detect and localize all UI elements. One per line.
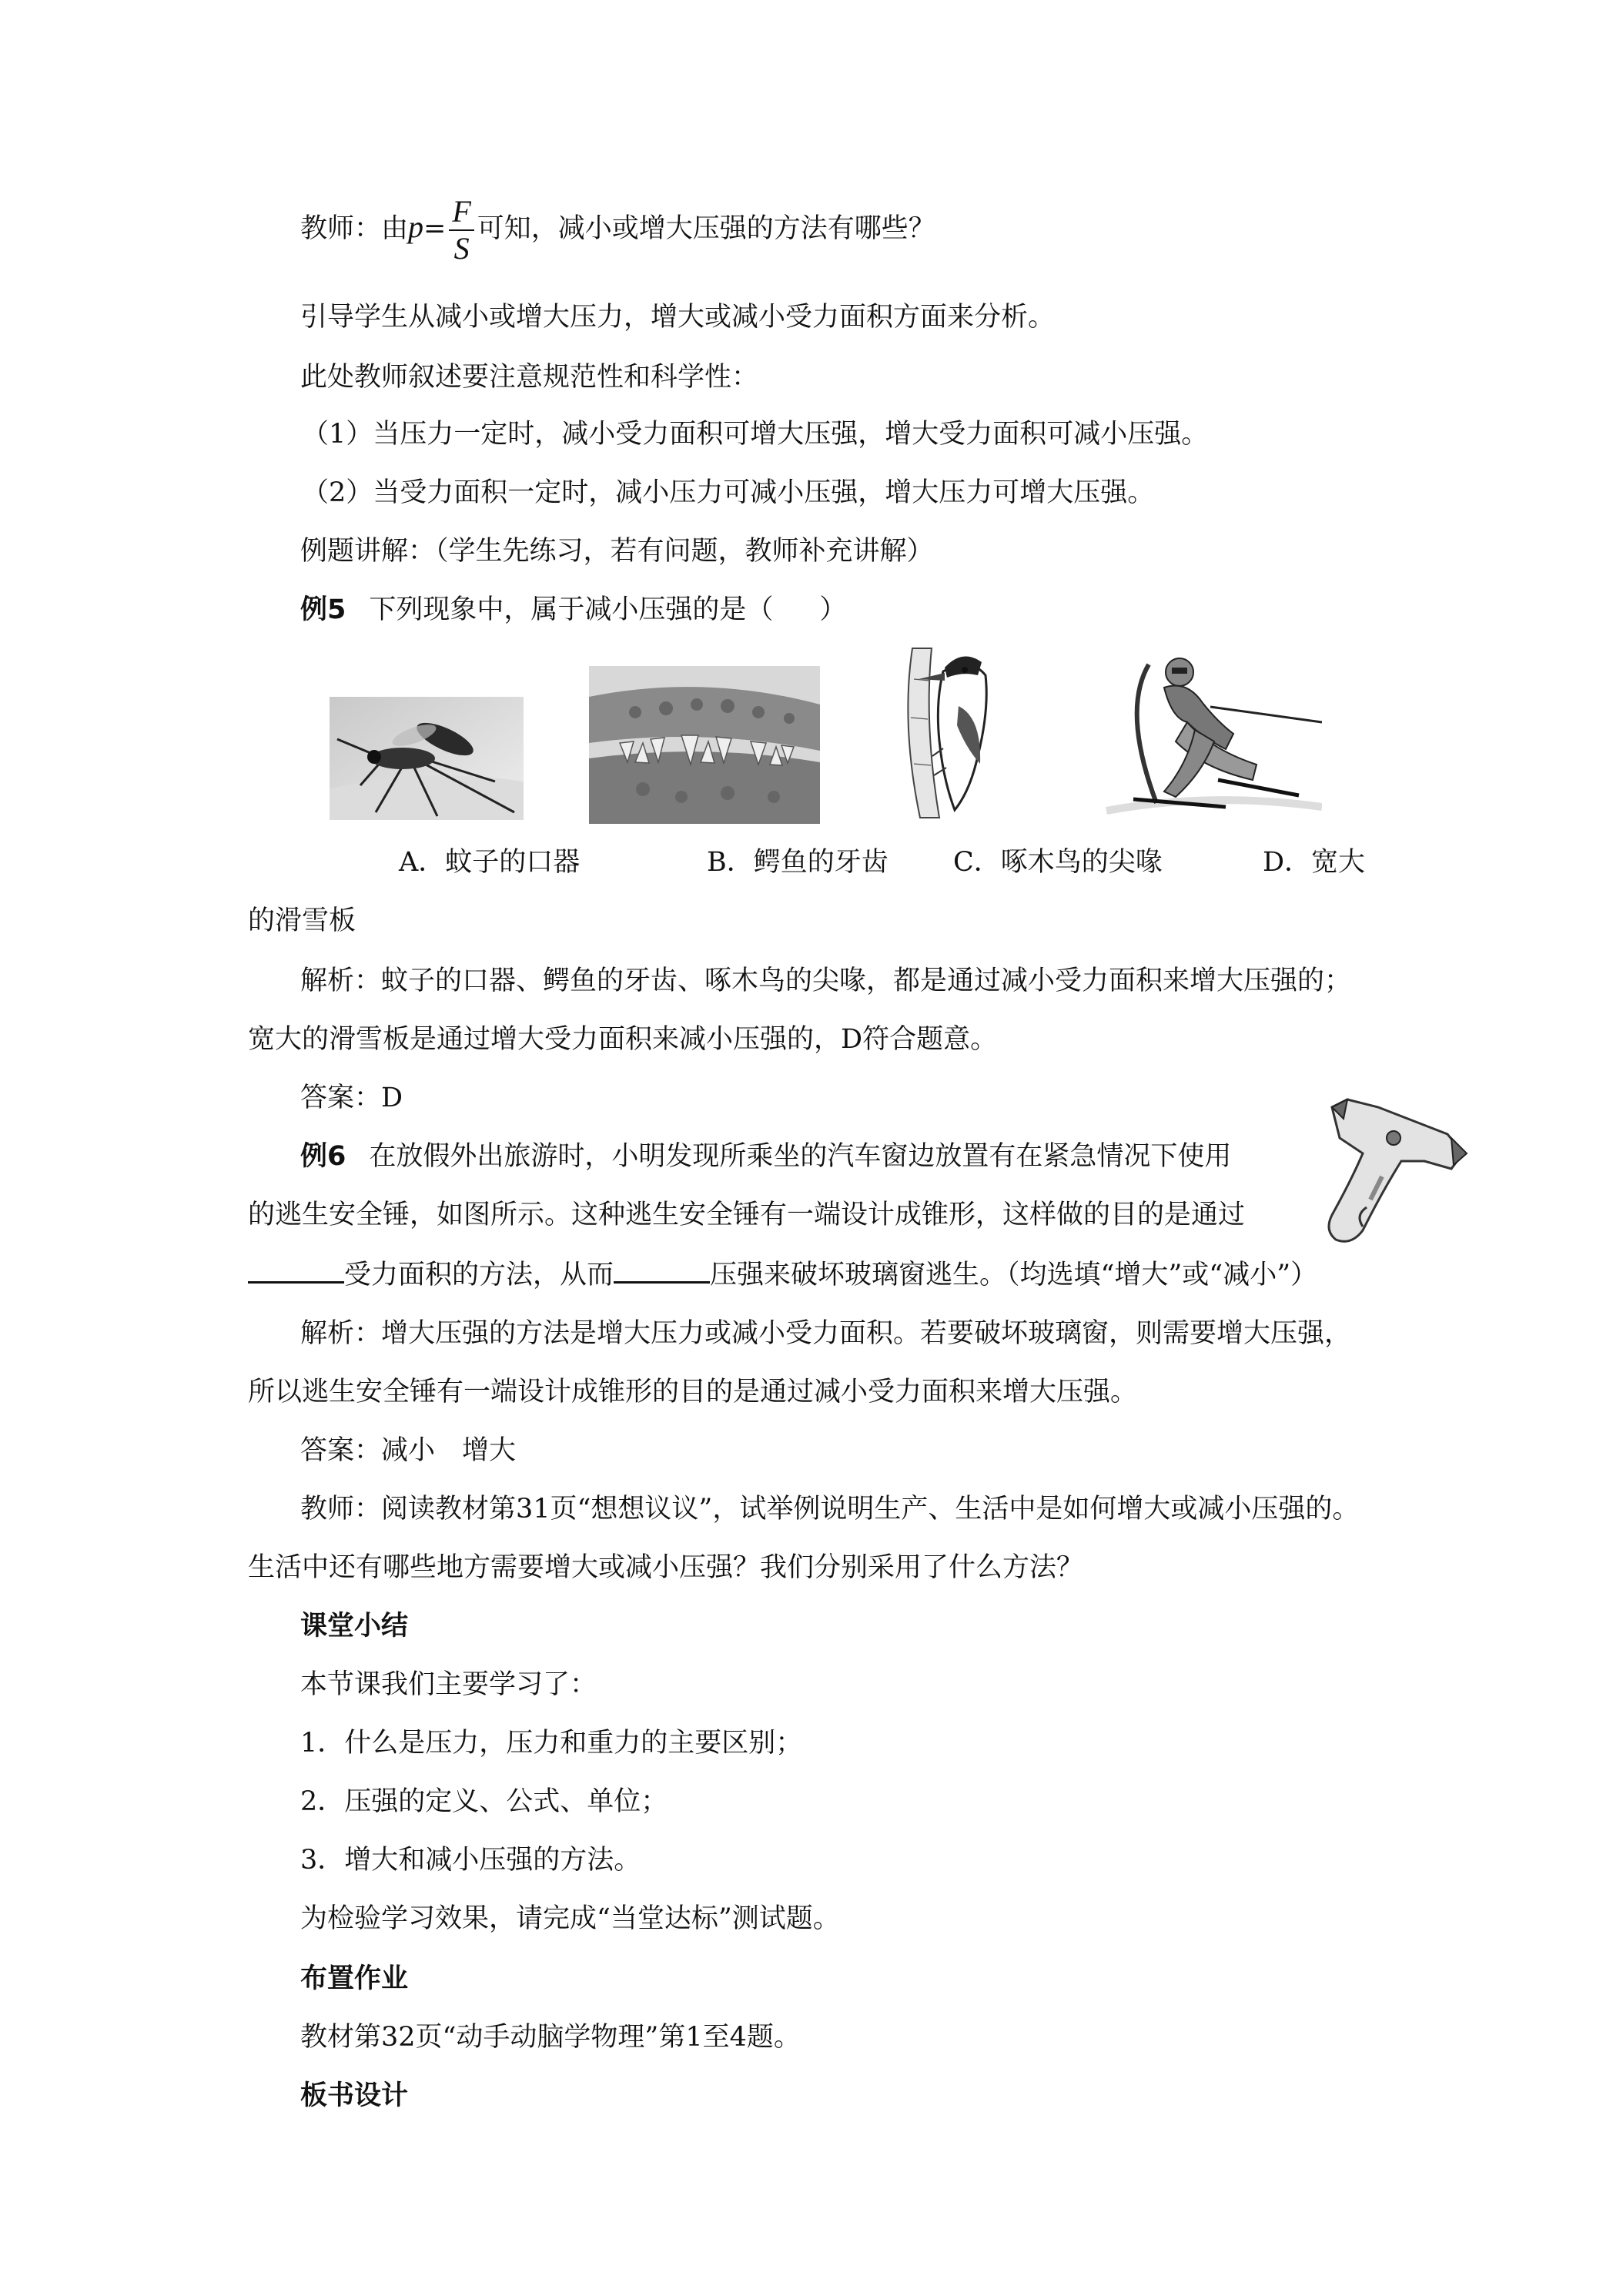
example5-question-close: ） [819,594,847,625]
option-d-wrap: 的滑雪板 [248,905,356,936]
homework-heading: 布置作业 [300,1963,409,1994]
summary-closing: 为检验学习效果，请完成“当堂达标”测试题。 [300,1903,840,1934]
summary-heading: 课堂小结 [300,1611,409,1642]
woodpecker-image [897,633,1012,822]
example6-line-1-text: 在放假外出旅游时，小明发现所乘坐的汽车窗边放置有在紧急情况下使用 [369,1141,1232,1172]
example6-answer: 答案：减小 增大 [300,1435,517,1466]
example5-answer: 答案：D [300,1083,403,1113]
teacher-read-2: 生活中还有哪些地方需要增大或减小压强？我们分别采用了什么方法？ [248,1552,1084,1583]
option-d: D．宽大 [1263,847,1366,878]
crocodile-teeth-image [589,666,820,824]
teacher-read-1: 教师：阅读教材第31页“想想议议”，试举例说明生产、生活中是如何增大或减小压强的。 [300,1494,1360,1525]
point-1: （1）当压力一定时，减小受力面积可增大压强，增大受力面积可减小压强。 [302,419,1209,450]
example6-analysis-1: 解析：增大压强的方法是增大压力或减小受力面积。若要破坏玻璃窗，则需要增大压强， [300,1318,1352,1349]
example5-analysis-1: 解析：蚊子的口器、鳄鱼的牙齿、啄木鸟的尖喙，都是通过减小受力面积来增大压强的； [300,966,1352,996]
safety-hammer-image [1309,1092,1471,1250]
formula-equals: = [423,213,447,244]
option-a: A．蚊子的口器 [399,847,581,878]
example6-label: 例6 [300,1141,346,1172]
example6-line-1 [300,1141,1231,1172]
example6-line-3 [248,1258,1317,1290]
point-2: （2）当受力面积一定时，减小压力可减小压强，增大压力可增大压强。 [302,477,1155,508]
summary-item-3: 3．增大和减小压强的方法。 [300,1845,641,1876]
example5-question [300,594,846,625]
example6-line-3-end: 压强来破坏玻璃窗逃生。（均选填“增大”或“减小”） [710,1260,1318,1290]
guide-line: 引导学生从减小或增大压力，增大或减小受力面积方面来分析。 [300,302,1056,333]
example6-analysis-2: 所以逃生安全锤有一端设计成锥形的目的是通过减小受力面积来增大压强。 [248,1377,1138,1407]
homework-text: 教材第32页“动手动脑学物理”第1至4题。 [300,2022,801,2053]
teacher-question [300,185,935,271]
summary-item-2: 2．压强的定义、公式、单位； [300,1786,668,1817]
example5-analysis-2: 宽大的滑雪板是通过增大受力面积来减小压强的，D符合题意。 [248,1024,998,1055]
formula-numerator: F [449,194,474,231]
example6-line-3-mid: 受力面积的方法，从而 [344,1260,614,1290]
teacher-question-prefix: 教师：由 [300,213,409,244]
formula-variable: p [408,209,424,244]
formula-denominator: S [453,230,470,266]
example5-question-text: 下列现象中，属于减小压强的是（ [369,594,774,625]
answer-blank-2[interactable] [614,1258,710,1284]
teacher-question-suffix: 可知，减小或增大压强的方法有哪些？ [477,213,935,244]
note-line: 此处教师叙述要注意规范性和科学性： [300,362,759,393]
option-b: B．鳄鱼的牙齿 [707,847,888,878]
example5-label: 例5 [300,594,346,625]
option-c: C．啄木鸟的尖喙 [953,847,1163,878]
formula-fraction [449,194,474,266]
skier-image [1103,649,1322,822]
summary-intro: 本节课我们主要学习了： [300,1669,597,1700]
example-intro: 例题讲解：（学生先练习，若有问题，教师补充讲解） [300,536,934,567]
board-heading: 板书设计 [300,2080,409,2111]
summary-item-1: 1．什么是压力，压力和重力的主要区别； [300,1728,803,1759]
example6-line-2: 的逃生安全锤，如图所示。这种逃生安全锤有一端设计成锥形，这样做的目的是通过 [248,1200,1246,1230]
answer-blank-1[interactable] [248,1258,344,1284]
mosquito-image [330,697,524,820]
